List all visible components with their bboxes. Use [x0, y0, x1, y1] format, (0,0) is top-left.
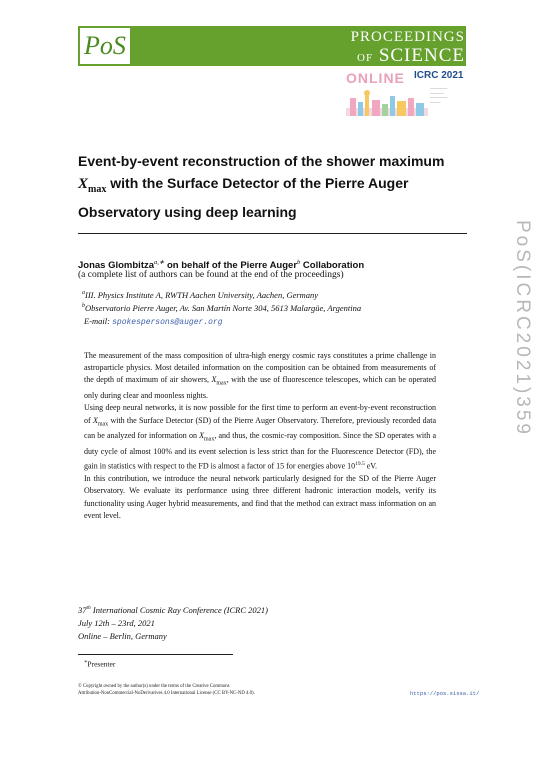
xmax-symbol: $X_{max}$ [78, 176, 107, 195]
email-link[interactable]: spokespersons@auger.org [112, 318, 223, 327]
pos-logo [80, 28, 130, 64]
conference-place: Online – Berlin, Germany [78, 631, 167, 641]
online-label: ONLINE [346, 70, 405, 86]
copyright-notice: © Copyright owned by the author(s) under the terms of the Creative Commons Attribution-NonCommercial-NoDerivatives 4.0 International License (CC BY-NC-ND 4.0). [78, 684, 255, 696]
conference-dates: July 12th – 23rd, 2021 [78, 618, 155, 628]
science-label: SCIENCE [378, 45, 465, 66]
email-line [84, 316, 223, 327]
abstract-paragraph-1: The measurement of the mass composition of ultra-high energy cosmic rays constitutes a prime challenge in astroparticle physics. Most detailed information on the composition can be obtained from measurements of the depth of maximum of air showers, $X_{max}$, with the use of fluorescence telescopes, which can be operated only during clear and moonless nights. [84, 351, 437, 401]
abstract-paragraph-2: Using deep neural networks, it is now possible for the first time to perform an event-by-event reconstruction of $X_{max}$ with the Surface Detector (SD) of the Pierre Auger Observatory. Therefore, previously recorded data can be analyzed for information on $X_{max}$, and thus, the cosmic-ray composition. Since the SD operates with a duty cycle of almost 100% and its event selection is less strict than for the Fluorescence Detector (FD), the gain in statistics with respect to the FD is almost a factor of 15 for energies above $10^{19.5}$ eV. [84, 403, 436, 472]
conference-name: 37th International Cosmic Ray Conference (ICRC 2021) [78, 605, 268, 615]
title-line-3: Observatory using deep learning [78, 204, 297, 220]
pos-website-link[interactable]: https://pos.sissa.it/ [410, 690, 480, 697]
affiliation-b: $^b$Observatorio Pierre Auger, Av. San Martín Norte 304, 5613 Malargüe, Argentina [82, 303, 362, 313]
abstract [84, 350, 436, 522]
title-line-2: with the Surface Detector of the Pierre Auger [106, 175, 409, 191]
proceedings-label: PROCEEDINGS [350, 29, 465, 45]
berlin-skyline-icon [346, 86, 428, 116]
author-line: Jonas Glombitza$^{a,∗}$ on behalf of the Pierre Auger$^b$ Collaboration [78, 259, 365, 272]
footnote-rule [78, 654, 233, 655]
email-label: E-mail: [84, 316, 110, 326]
proceedings-of-science-title [351, 26, 465, 65]
collaboration-text: Collaboration [300, 260, 365, 272]
author-name: Jonas Glombitza [78, 260, 155, 272]
title-rule [78, 233, 467, 234]
abstract-paragraph-3: In this contribution, we introduce the neural network particularly designed for the SD of the Pierre Auger Observatory. We evaluate its performance using three different hadronic interaction models, verify its functionality using Auger hybrid measurements, and find that the method can extract mass information on an event level. [84, 474, 436, 520]
icrc-label: ICRC 2021 [414, 70, 464, 81]
conference-info-small: ————— ———— ————— ——— [430, 86, 448, 104]
paper-title [78, 150, 448, 223]
side-identifier-text: PoS(ICRC2021)359 [512, 220, 533, 437]
pos-side-identifier [503, 220, 543, 470]
affiliation-a: $^a$III. Physics Institute A, RWTH Aachen University, Aachen, Germany [82, 290, 319, 300]
of-label: OF [357, 52, 374, 64]
behalf-text: on behalf of the Pierre Auger [164, 260, 298, 272]
pos-logo-text: PoS [84, 31, 126, 60]
title-line-1: Event-by-event reconstruction of the shower maximum [78, 153, 445, 169]
author-list-note: (a complete list of authors can be found at the end of the proceedings) [78, 270, 344, 280]
footnote-presenter: ∗Presenter [84, 659, 116, 669]
